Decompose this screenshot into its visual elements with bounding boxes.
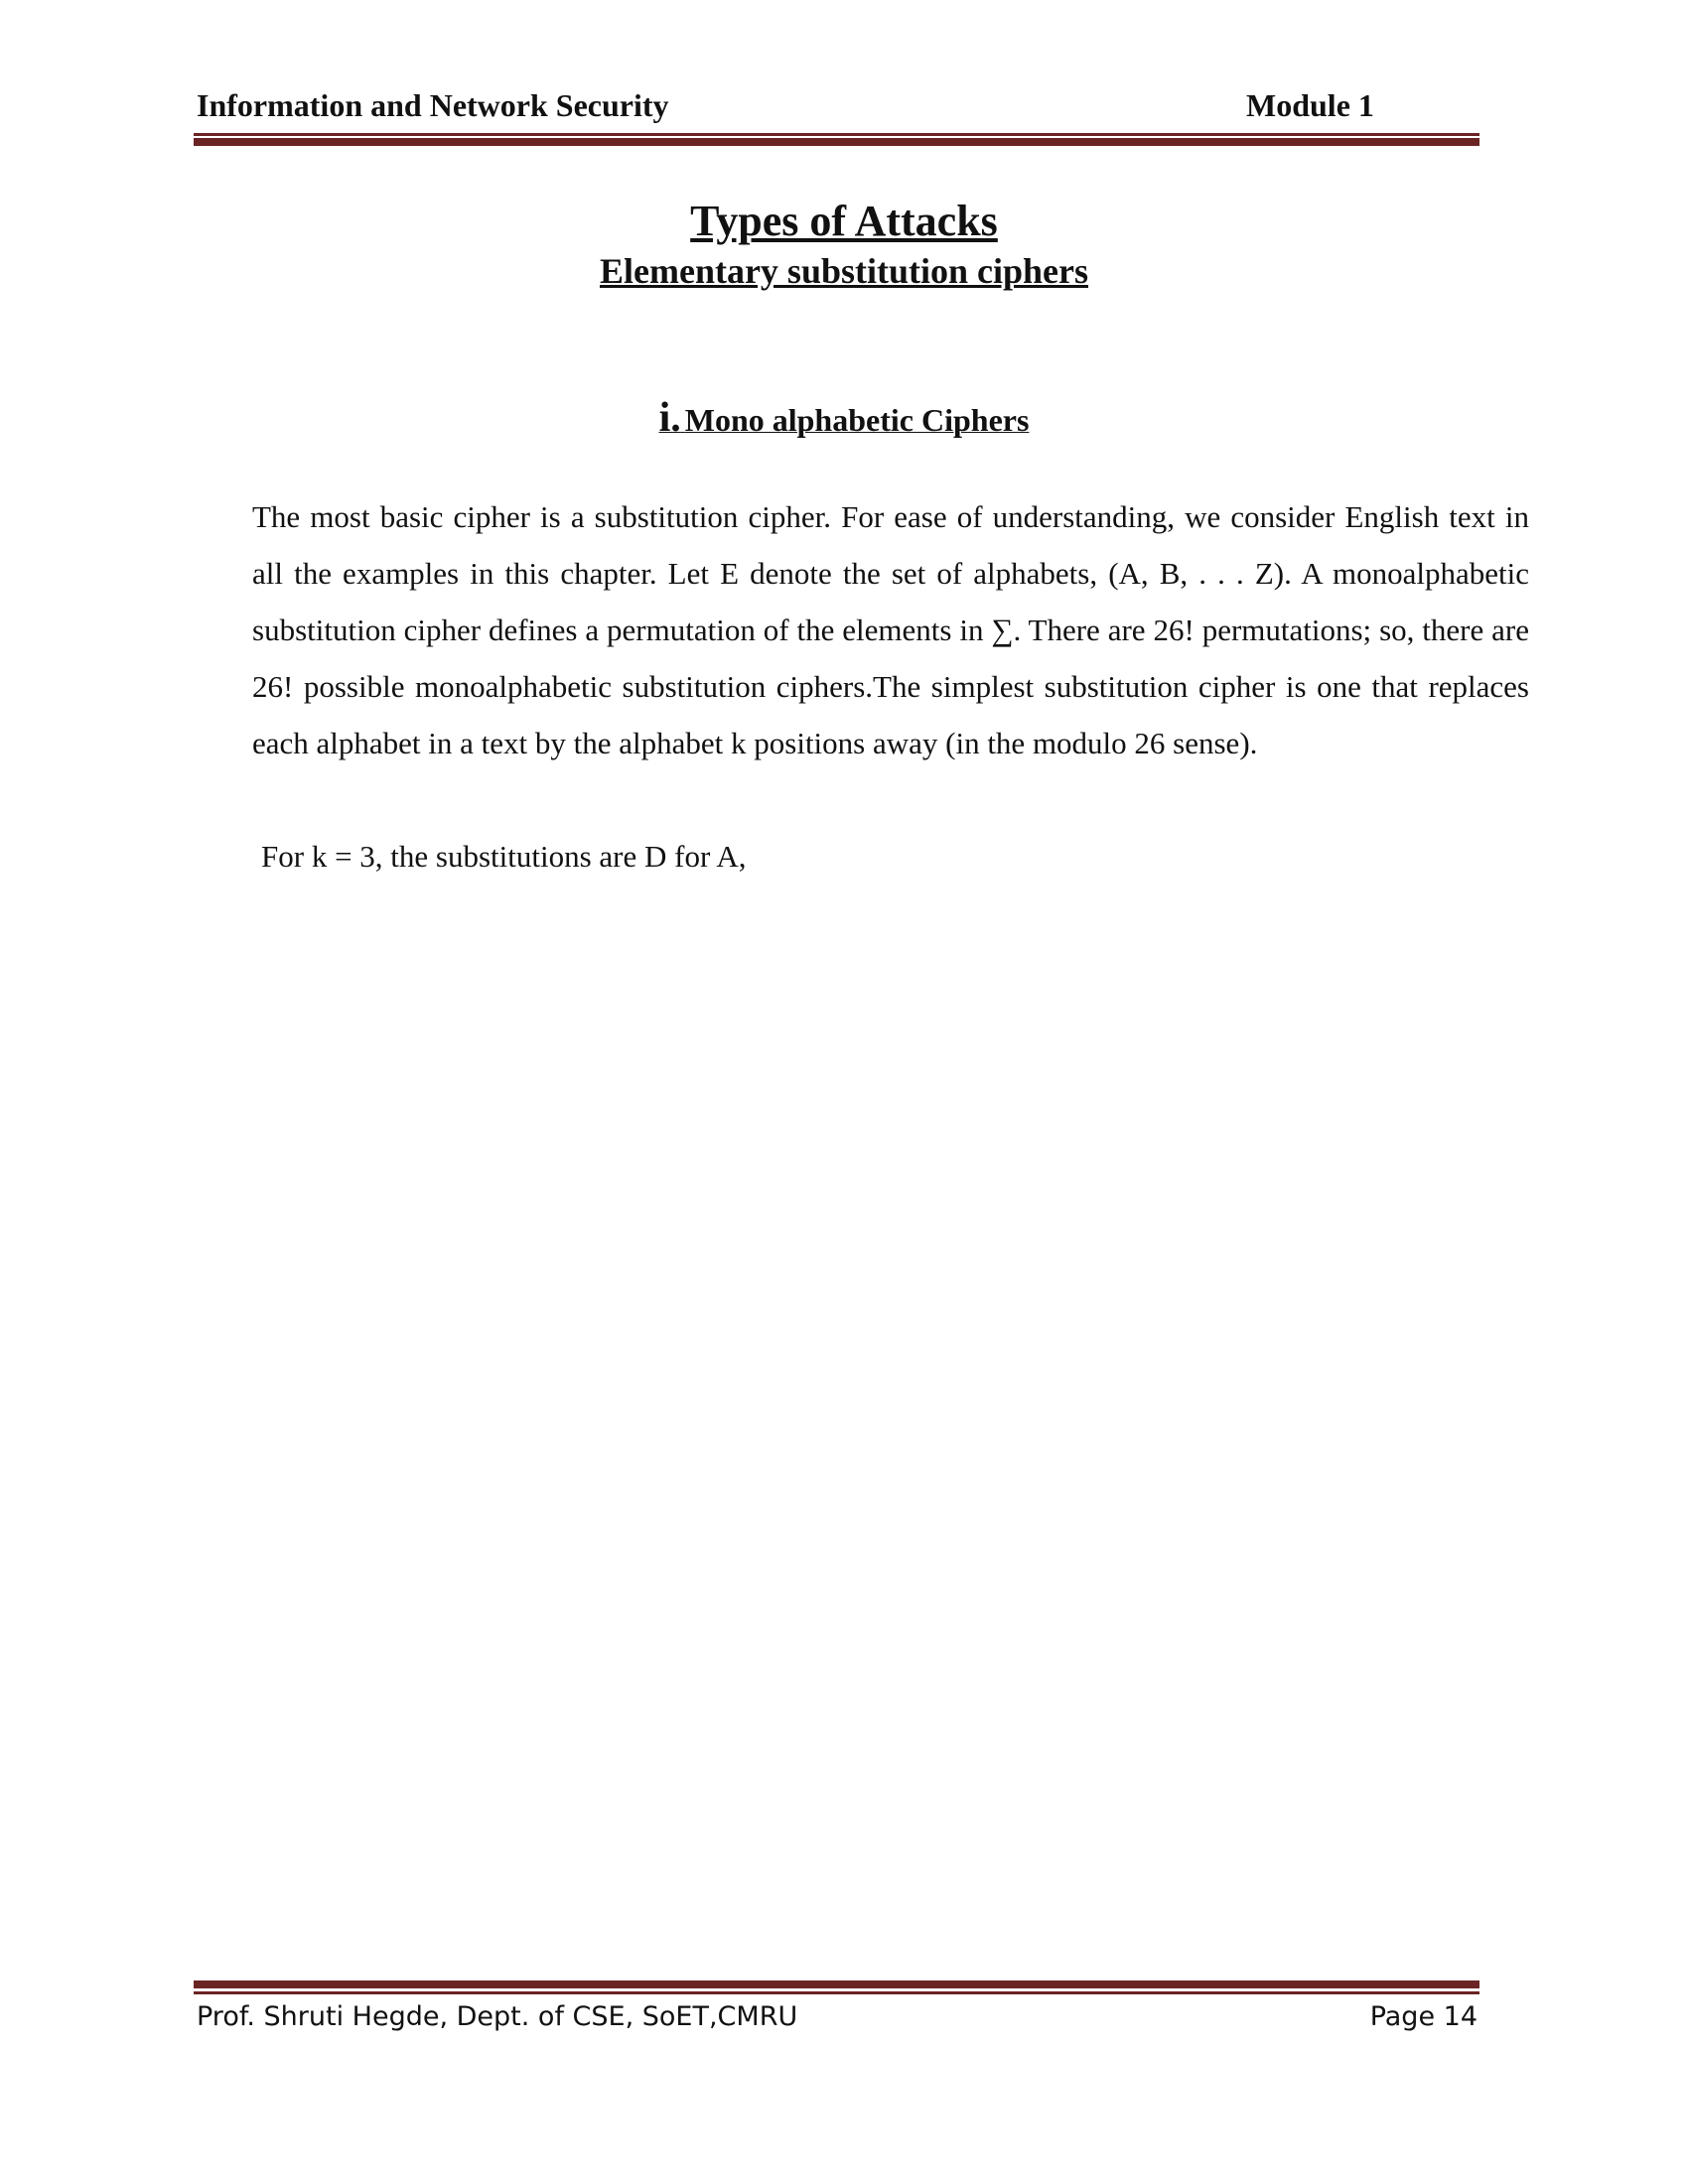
footer-page-number: Page 14 <box>1369 2001 1477 2032</box>
example-line: For k = 3, the substitutions are D for A, <box>261 839 747 874</box>
footer-rule-thin <box>194 1991 1479 1994</box>
header-module-label: Module 1 <box>1246 87 1374 123</box>
header-course-title: Information and Network Security <box>197 87 669 123</box>
section-numeral: i. <box>658 395 681 441</box>
header-rule-thin <box>194 133 1479 136</box>
header-rule-thick <box>194 138 1479 146</box>
section-label: Mono alphabetic Ciphers <box>684 402 1030 438</box>
page-title: Types of Attacks <box>690 197 998 245</box>
page-subtitle: Elementary substitution ciphers <box>599 251 1088 291</box>
footer-rule-thick <box>194 1980 1479 1988</box>
body-paragraph: The most basic cipher is a substitution cipher. For ease of understanding, we consider English text in all the examples in this chapter. Let E denote the set of alphabets, (A, B, . . . Z). A monoalphabetic substitution cipher defines a permutation of the elements in ∑. There are 26! permutations; so, there are 26! possible monoalphabetic substitution ciphers.The simplest substitution cipher is one that replaces each alphabet in a text by the alphabet k positions away (in the modulo 26 sense). <box>252 499 1529 760</box>
footer-author: Prof. Shruti Hegde, Dept. of CSE, SoET,CMRU <box>197 2001 798 2032</box>
section-heading <box>0 393 1688 452</box>
